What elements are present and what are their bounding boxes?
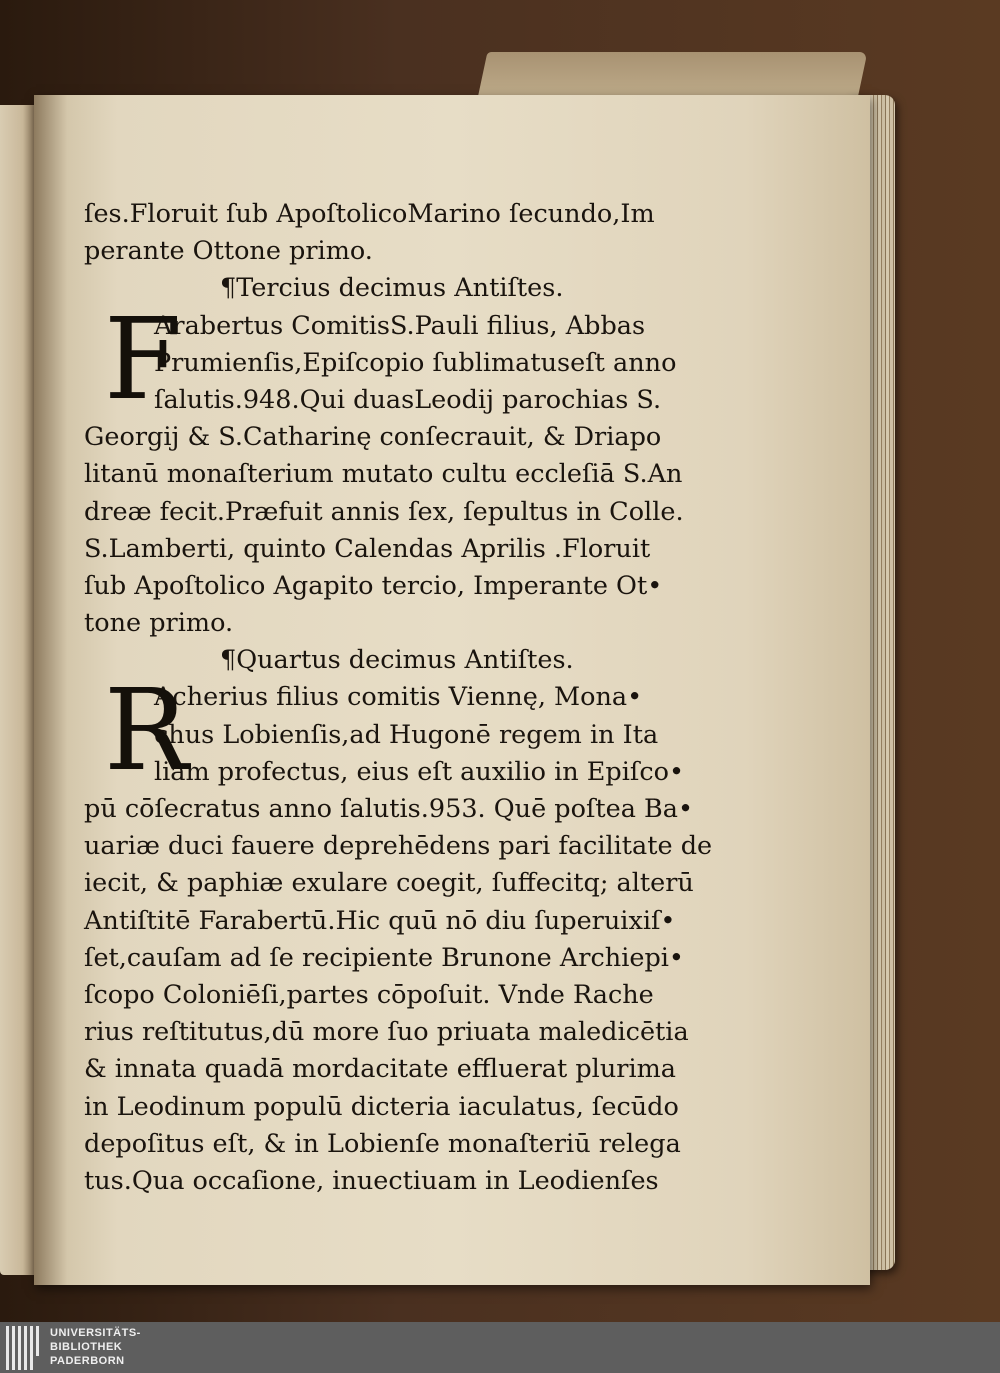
text-line: chus Lobienſis,ad Hugonē regem in Ita — [154, 719, 659, 750]
drop-capital: R — [104, 666, 189, 797]
text-line: ſet,cauſam ad ſe recipiente Brunone Archiepi• — [84, 942, 684, 973]
left-page-edge — [0, 105, 38, 1275]
text-line: & innata quadā mordacitate effluerat plurima — [84, 1054, 676, 1085]
text-line: Antiſtitē Farabertū.Hic quū nō diu ſuperuixiſ• — [84, 905, 676, 936]
text-line: ſalutis.948.Qui duasLeodij parochias S. — [154, 384, 662, 415]
text-line: pū cōſecratus anno ſalutis.953. Quē poſtea Ba• — [84, 794, 694, 824]
text-line: in Leodinum populū dicteria iaculatus, ſecūdo — [84, 1091, 679, 1122]
text-line: depoſitus eſt, & in Lobienſe monaſteriū relega — [84, 1128, 681, 1159]
text-line: tus.Qua occaſione, inuectiuam in Leodienſes — [84, 1165, 659, 1196]
section-heading: ¶Tercius decimus Antiſtes. — [220, 273, 564, 304]
text-line: uariæ duci fauere deprehēdens pari facilitate de — [84, 831, 713, 862]
text-line: rius reſtitutus,dū more ſuo priuata maledicētia — [84, 1017, 689, 1048]
logo-line: PADERBORN — [50, 1355, 125, 1367]
text-line: iecit, & paphiæ exulare coegit, ſuffecitq; alterū — [84, 868, 694, 899]
text-line: Acherius filius comitis Viennę, Mona• — [154, 682, 643, 713]
drop-capital: F — [104, 294, 182, 425]
section-heading: ¶Quartus decimus Antiſtes. — [220, 645, 574, 676]
library-logo-icon — [6, 1326, 42, 1370]
page-text — [84, 196, 724, 1200]
text-line: Arabertus ComitisS.Pauli filius, Abbas — [154, 310, 646, 341]
text-line: Prumienſis,Epiſcopio ſublimatuseſt anno — [154, 347, 677, 378]
text-line: ſcopo Coloniēſi,partes cōpoſuit. Vnde Rache — [84, 979, 654, 1010]
paragraph-farabertus — [84, 294, 724, 643]
text-line: S.Lamberti, quinto Calendas Aprilis .Floruit — [84, 533, 651, 564]
text-line: perante Ottone primo. — [84, 236, 373, 267]
text-line: tone primo. — [84, 608, 234, 639]
library-logo-text — [50, 1326, 141, 1368]
library-footer — [0, 1322, 1000, 1373]
paragraph-racherius — [84, 666, 724, 1200]
text-line: liam profectus, eius eſt auxilio in Epiſco• — [154, 756, 685, 787]
text-line: dreæ fecit.Præfuit annis ſex, ſepultus in Colle. — [84, 496, 684, 527]
text-line: ſes.Floruit ſub ApoſtolicoMarino ſecundo,Im — [84, 199, 655, 229]
logo-line: UNIVERSITÄTS- — [50, 1327, 141, 1339]
text-line: litanū monaſterium mutato cultu eccleſiā S.An — [84, 459, 683, 490]
text-line: Georgij & S.Catharinę conſecrauit, & Driapo — [84, 422, 662, 453]
logo-line: BIBLIOTHEK — [50, 1341, 123, 1353]
text-line: ſub Apoſtolico Agapito tercio, Imperante Ot• — [84, 570, 663, 601]
